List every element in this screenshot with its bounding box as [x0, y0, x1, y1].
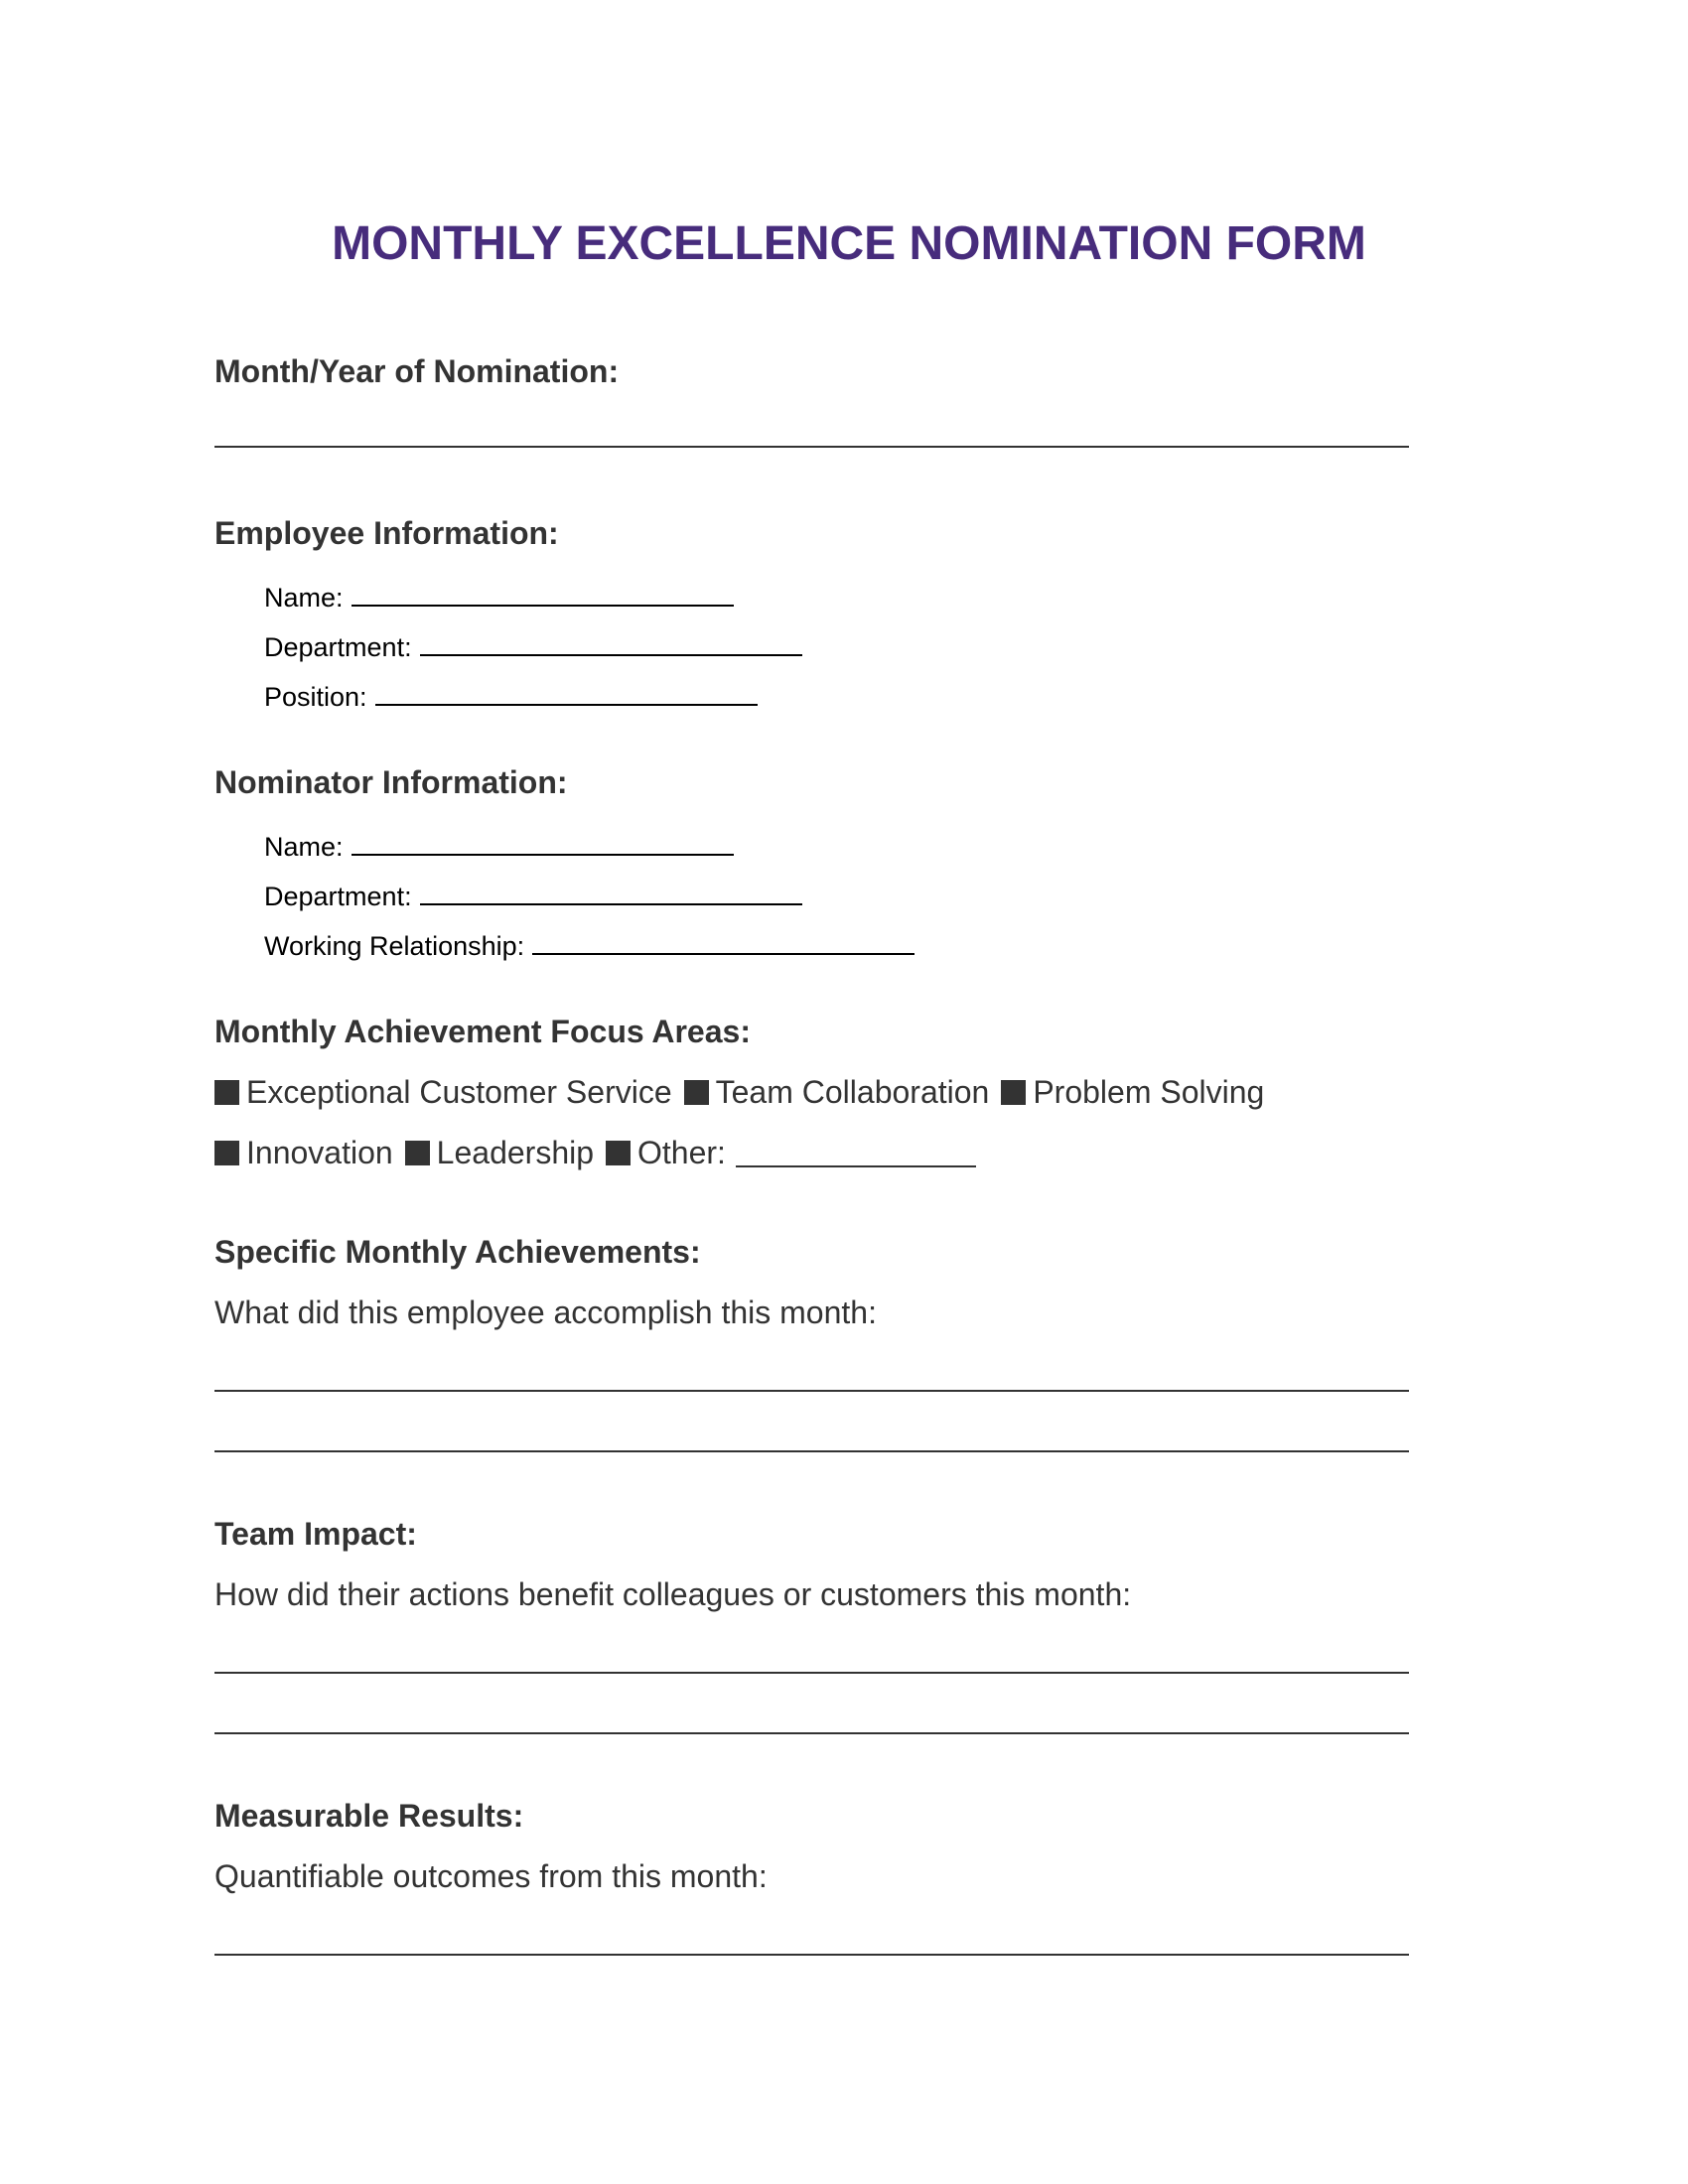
team-impact-input-line-1[interactable]: [214, 1672, 1409, 1674]
focus-areas-row-2: [214, 1133, 988, 1172]
results-heading: Measurable Results:: [214, 1798, 524, 1834]
achievements-input-line-2[interactable]: [214, 1450, 1409, 1452]
nominator-name-field[interactable]: Name:: [264, 830, 734, 863]
nominator-name-blank[interactable]: [352, 830, 734, 856]
employee-department-blank[interactable]: [420, 630, 802, 656]
employee-info-heading: Employee Information:: [214, 515, 559, 551]
focus-option-customer-service[interactable]: Exceptional Customer Service: [214, 1072, 672, 1112]
nominator-relationship-field[interactable]: Working Relationship:: [264, 929, 914, 962]
checkbox-square-icon[interactable]: [405, 1141, 430, 1165]
employee-department-field[interactable]: Department:: [264, 630, 802, 663]
focus-areas-row-1: [214, 1072, 1276, 1112]
other-input-line[interactable]: [736, 1138, 976, 1167]
team-impact-heading: Team Impact:: [214, 1516, 417, 1552]
checkbox-square-icon[interactable]: [684, 1080, 709, 1105]
checkbox-square-icon[interactable]: [214, 1080, 239, 1105]
team-impact-prompt: How did their actions benefit colleagues or customers this month:: [214, 1576, 1132, 1612]
employee-name-field[interactable]: Name:: [264, 581, 734, 614]
employee-position-field[interactable]: Position:: [264, 680, 758, 713]
form-title: MONTHLY EXCELLENCE NOMINATION FORM: [332, 217, 1366, 270]
achievements-input-line-1[interactable]: [214, 1390, 1409, 1392]
focus-areas-heading: Monthly Achievement Focus Areas:: [214, 1014, 751, 1049]
results-prompt: Quantifiable outcomes from this month:: [214, 1858, 768, 1894]
checkbox-square-icon[interactable]: [606, 1141, 631, 1165]
team-impact-input-line-2[interactable]: [214, 1732, 1409, 1734]
nominator-department-blank[interactable]: [420, 880, 802, 905]
nominator-info-heading: Nominator Information:: [214, 764, 568, 800]
month-year-input-line[interactable]: [214, 446, 1409, 448]
month-year-label: Month/Year of Nomination:: [214, 353, 620, 389]
checkbox-square-icon[interactable]: [1001, 1080, 1026, 1105]
nominator-department-field[interactable]: Department:: [264, 880, 802, 912]
employee-name-blank[interactable]: [352, 581, 734, 607]
achievements-prompt: What did this employee accomplish this month:: [214, 1295, 877, 1330]
checkbox-square-icon[interactable]: [214, 1141, 239, 1165]
employee-position-blank[interactable]: [375, 680, 758, 706]
focus-option-leadership[interactable]: Leadership: [405, 1133, 594, 1172]
nominator-relationship-blank[interactable]: [532, 929, 914, 955]
achievements-heading: Specific Monthly Achievements:: [214, 1234, 701, 1270]
focus-option-innovation[interactable]: Innovation: [214, 1133, 393, 1172]
focus-option-team-collaboration[interactable]: Team Collaboration: [684, 1072, 990, 1112]
results-input-line[interactable]: [214, 1954, 1409, 1956]
focus-option-problem-solving[interactable]: Problem Solving: [1001, 1072, 1264, 1112]
focus-option-other[interactable]: Other:: [606, 1133, 976, 1172]
